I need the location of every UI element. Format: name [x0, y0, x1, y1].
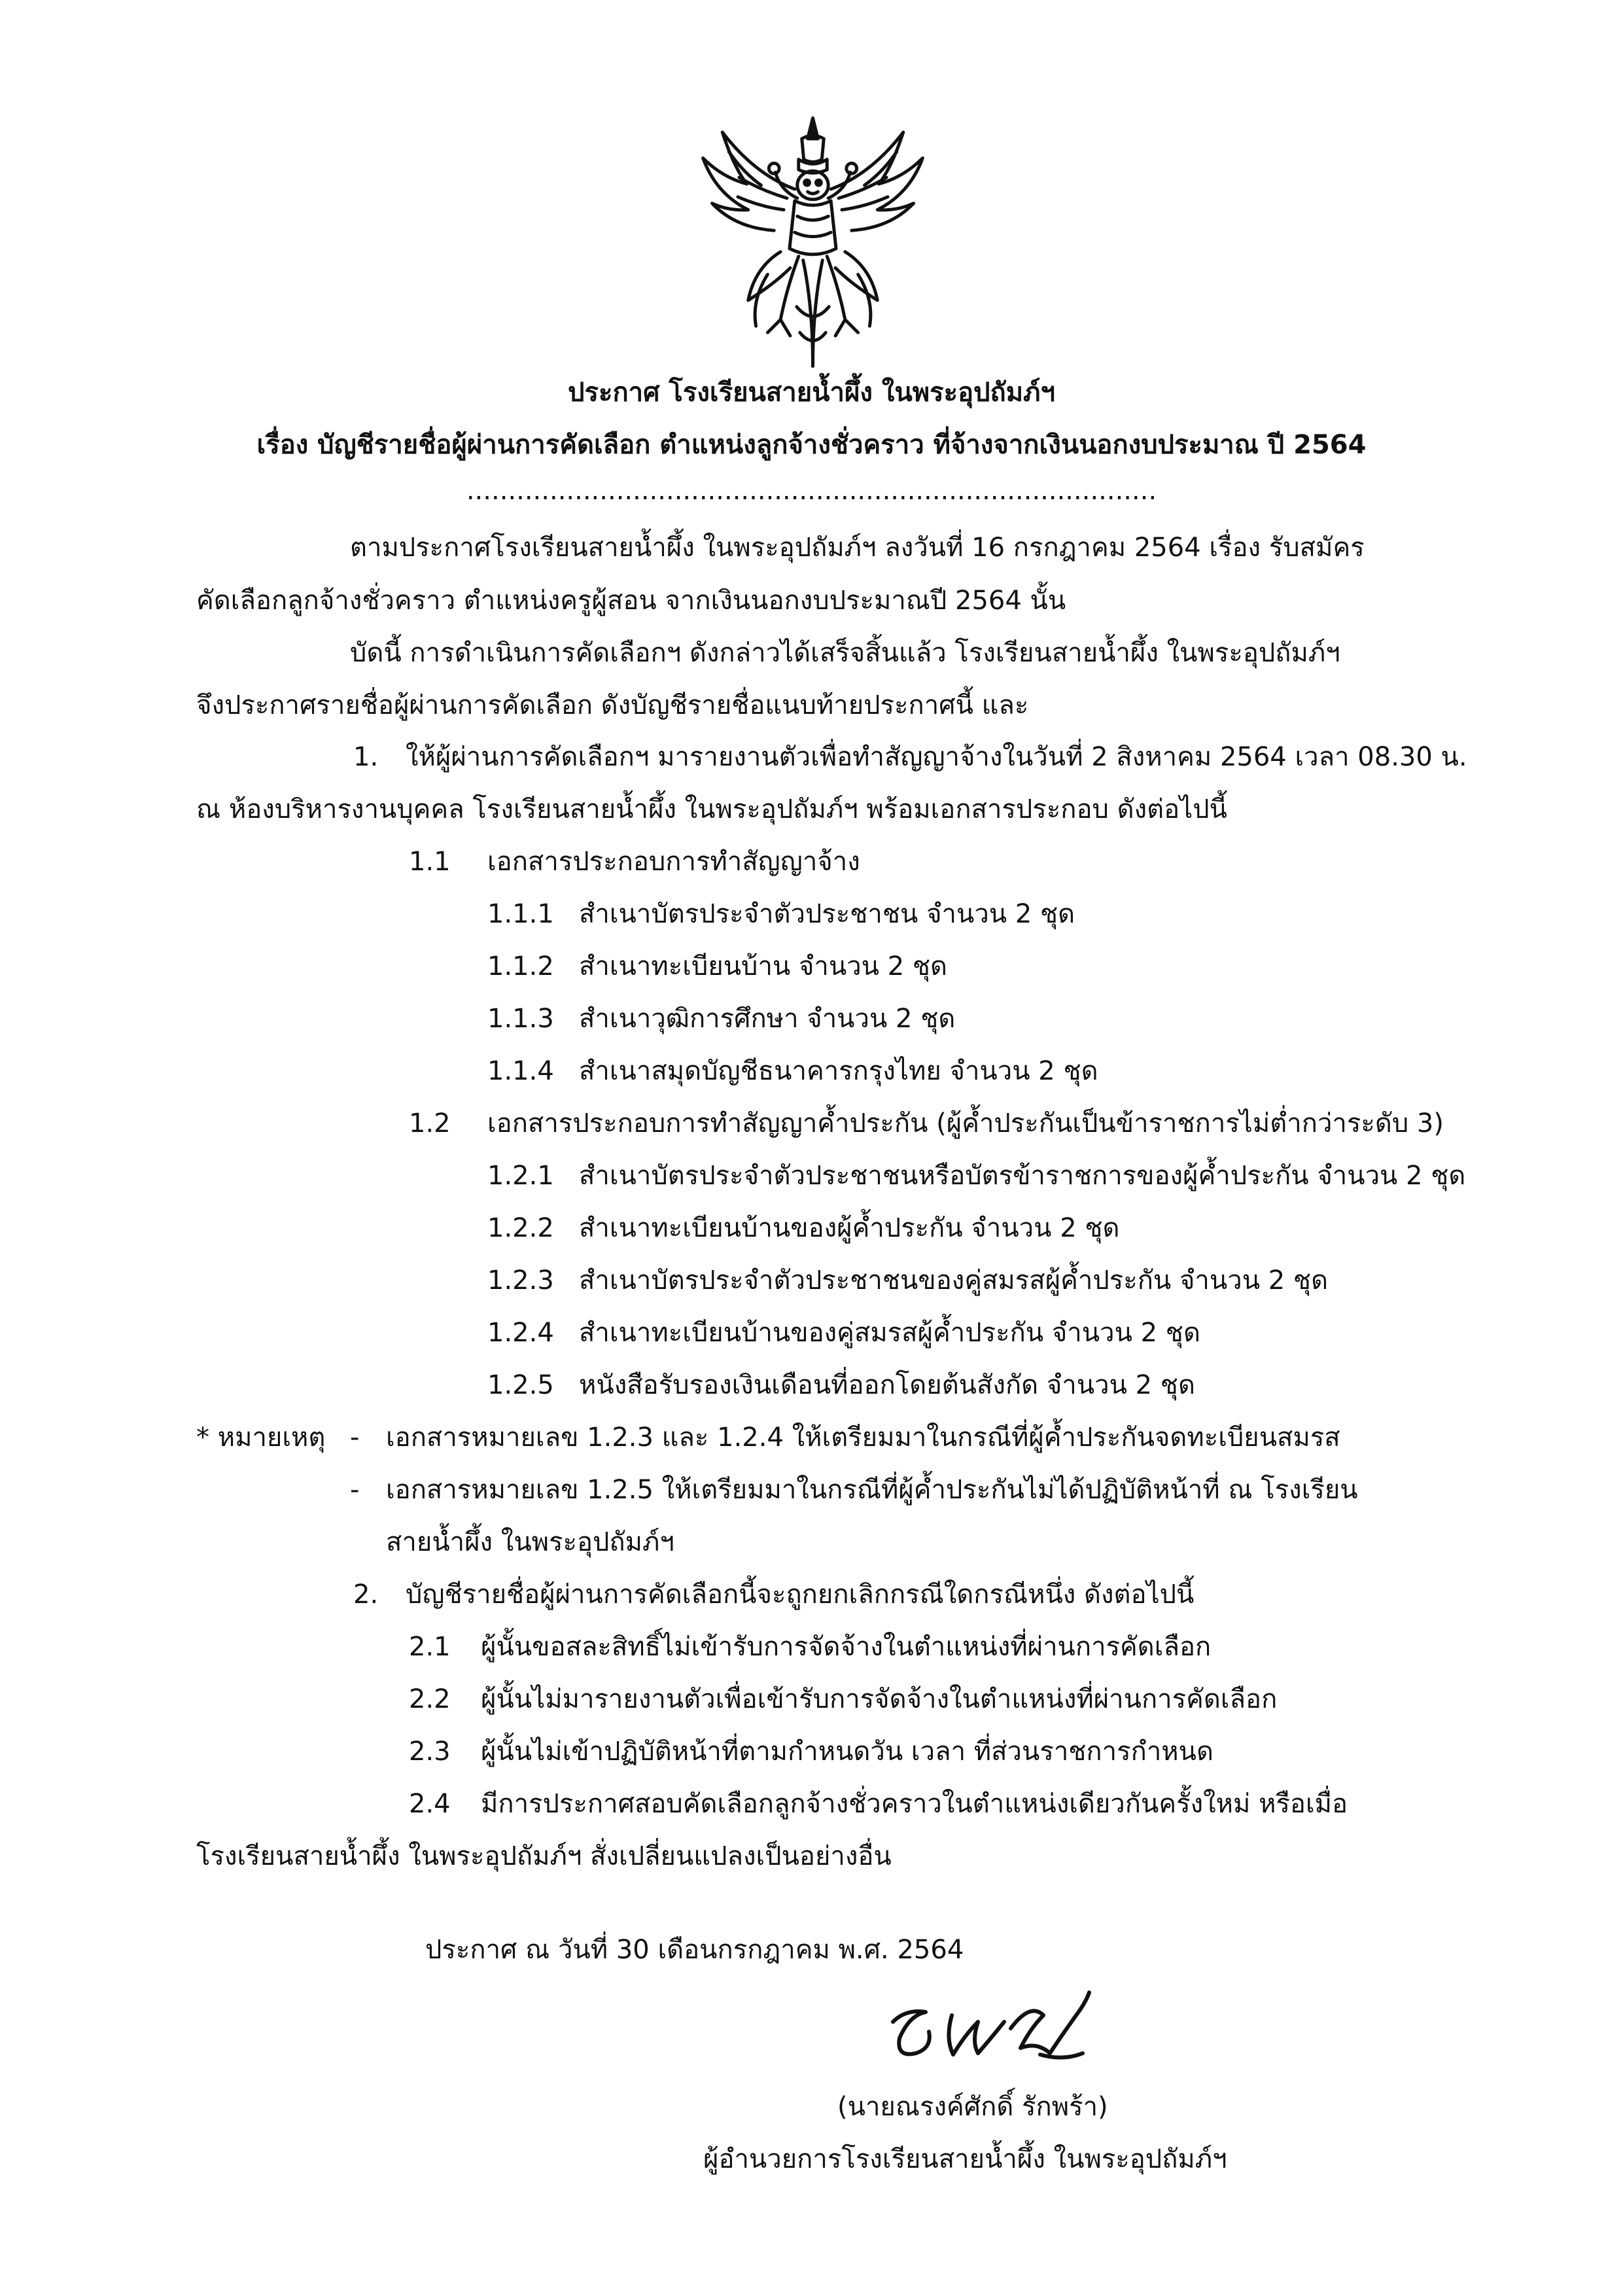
- intro-paragraph-1-line-2: คัดเลือกลูกจ้างชั่วคราว ตำแหน่งครูผู้สอน จากเงินนอกงบประมาณปี 2564 นั้น: [196, 586, 1066, 616]
- subitem-1-2-text: เอกสารประกอบการทำสัญญาค้ำประกัน (ผู้ค้ำประกันเป็นข้าราชการไม่ต่ำกว่าระดับ 3): [487, 1108, 1444, 1139]
- garuda-emblem-icon: [684, 111, 942, 373]
- remark-2-line-2: สายน้ำผึ้ง ในพระอุปถัมภ์ฯ: [386, 1527, 674, 1557]
- doc-item-text: สำเนาบัตรประจำตัวประชาชน จำนวน 2 ชุด: [579, 899, 1075, 929]
- subitem-text: ผู้นั้นขอสละสิทธิ์ไม่เข้ารับการจัดจ้างในตำแหน่งที่ผ่านการคัดเลือก: [481, 1632, 1212, 1662]
- doc-item-number: 1.2.4: [487, 1318, 554, 1348]
- announcement-subject: เรื่อง บัญชีรายชื่อผู้ผ่านการคัดเลือก ตำแหน่งลูกจ้างชั่วคราว ที่จ้างจากเงินนอกงบประมาณ ปี 2564: [256, 430, 1367, 460]
- subitem-number: 2.3: [409, 1737, 451, 1767]
- announce-date: ประกาศ ณ วันที่ 30 เดือนกรกฎาคม พ.ศ. 2564: [425, 1935, 964, 1965]
- subitem-text: ผู้นั้นไม่เข้าปฏิบัติหน้าที่ตามกำหนดวัน เวลา ที่ส่วนราชการกำหนด: [481, 1737, 1213, 1767]
- subitem-text: ผู้นั้นไม่มารายงานตัวเพื่อเข้ารับการจัดจ้างในตำแหน่งที่ผ่านการคัดเลือก: [481, 1684, 1278, 1714]
- doc-item-number: 1.2.5: [487, 1370, 554, 1400]
- remark-1-text: เอกสารหมายเลข 1.2.3 และ 1.2.4 ให้เตรียมมาในกรณีที่ผู้ค้ำประกันจดทะเบียนสมรส: [386, 1422, 1340, 1453]
- doc-item-text: สำเนาวุฒิการศึกษา จำนวน 2 ชุด: [579, 1004, 956, 1034]
- remark-dash: -: [350, 1475, 360, 1505]
- subitem-1-1-number: 1.1: [409, 847, 451, 877]
- item-2-number: 2.: [353, 1580, 379, 1610]
- doc-item-number: 1.1.2: [487, 951, 554, 981]
- signer-name: (นายณรงค์ศักดิ์ รักพร้า): [837, 2092, 1108, 2122]
- remark-dash: -: [350, 1422, 360, 1453]
- item-2-text: บัญชีรายชื่อผู้ผ่านการคัดเลือกนี้จะถูกยกเลิกกรณีใดกรณีหนึ่ง ดังต่อไปนี้: [406, 1580, 1195, 1610]
- subitem-1-2-number: 1.2: [409, 1108, 451, 1139]
- remark-2-line-1: เอกสารหมายเลข 1.2.5 ให้เตรียมมาในกรณีที่ผู้ค้ำประกันไม่ได้ปฏิบัติหน้าที่ ณ โรงเรียน: [386, 1475, 1358, 1505]
- doc-item-number: 1.1.1: [487, 899, 554, 929]
- doc-item-text: สำเนาทะเบียนบ้านของคู่สมรสผู้ค้ำประกัน จำนวน 2 ชุด: [579, 1318, 1200, 1348]
- intro-paragraph-2-line-2: จึงประกาศรายชื่อผู้ผ่านการคัดเลือก ดังบัญชีรายชื่อแนบท้ายประกาศนี้ และ: [196, 690, 1029, 720]
- subitem-1-1-text: เอกสารประกอบการทำสัญญาจ้าง: [487, 847, 860, 877]
- item-1-line-2: ณ ห้องบริหารงานบุคคล โรงเรียนสายน้ำผึ้ง ในพระอุปถัมภ์ฯ พร้อมเอกสารประกอบ ดังต่อไปนี้: [196, 794, 1227, 824]
- subitem-number: 2.2: [409, 1684, 451, 1714]
- subitem-number: 2.1: [409, 1632, 451, 1662]
- signer-position: ผู้อำนวยการโรงเรียนสายน้ำผึ้ง ในพระอุปถัมภ์ฯ: [703, 2144, 1227, 2174]
- header-divider: ...................................................................................: [466, 476, 1157, 506]
- item-1-line-1: ให้ผู้ผ่านการคัดเลือกฯ มารายงานตัวเพื่อทำสัญญาจ้างในวันที่ 2 สิงหาคม 2564 เวลา 08.30 น.: [406, 742, 1467, 772]
- remark-label: * หมายเหตุ: [196, 1422, 326, 1453]
- subitem-2-4-line-2: โรงเรียนสายน้ำผึ้ง ในพระอุปถัมภ์ฯ สั่งเปลี่ยนแปลงเป็นอย่างอื่น: [196, 1841, 892, 1871]
- announcement-title: ประกาศ โรงเรียนสายน้ำผึ้ง ในพระอุปถัมภ์ฯ: [568, 378, 1055, 408]
- doc-item-number: 1.1.3: [487, 1004, 554, 1034]
- intro-paragraph-1-line-1: ตามประกาศโรงเรียนสายน้ำผึ้ง ในพระอุปถัมภ์ฯ ลงวันที่ 16 กรกฎาคม 2564 เรื่อง รับสมัคร: [350, 533, 1365, 563]
- doc-item-text: สำเนาทะเบียนบ้าน จำนวน 2 ชุด: [579, 951, 948, 981]
- subitem-text: มีการประกาศสอบคัดเลือกลูกจ้างชั่วคราวในตำแหน่งเดียวกันครั้งใหม่ หรือเมื่อ: [481, 1789, 1348, 1819]
- doc-item-text: สำเนาทะเบียนบ้านของผู้ค้ำประกัน จำนวน 2 ชุด: [579, 1213, 1120, 1243]
- subitem-number: 2.4: [409, 1789, 451, 1819]
- doc-item-text: สำเนาสมุดบัญชีธนาคารกรุงไทย จำนวน 2 ชุด: [579, 1056, 1098, 1086]
- doc-item-text: สำเนาบัตรประจำตัวประชาชนของคู่สมรสผู้ค้ำประกัน จำนวน 2 ชุด: [579, 1265, 1329, 1296]
- handwritten-signature-icon: [880, 1976, 1096, 2074]
- doc-item-number: 1.2.1: [487, 1161, 554, 1191]
- intro-paragraph-2-line-1: บัดนี้ การดำเนินการคัดเลือกฯ ดังกล่าวได้เสร็จสิ้นแล้ว โรงเรียนสายน้ำผึ้ง ในพระอุปถัมภ์ฯ: [350, 638, 1340, 668]
- doc-item-number: 1.2.3: [487, 1265, 554, 1296]
- doc-item-text: หนังสือรับรองเงินเดือนที่ออกโดยต้นสังกัด จำนวน 2 ชุด: [579, 1370, 1195, 1400]
- doc-item-text: สำเนาบัตรประจำตัวประชาชนหรือบัตรข้าราชการของผู้ค้ำประกัน จำนวน 2 ชุด: [579, 1161, 1466, 1191]
- item-1-number: 1.: [353, 742, 379, 772]
- doc-item-number: 1.1.4: [487, 1056, 554, 1086]
- doc-item-number: 1.2.2: [487, 1213, 554, 1243]
